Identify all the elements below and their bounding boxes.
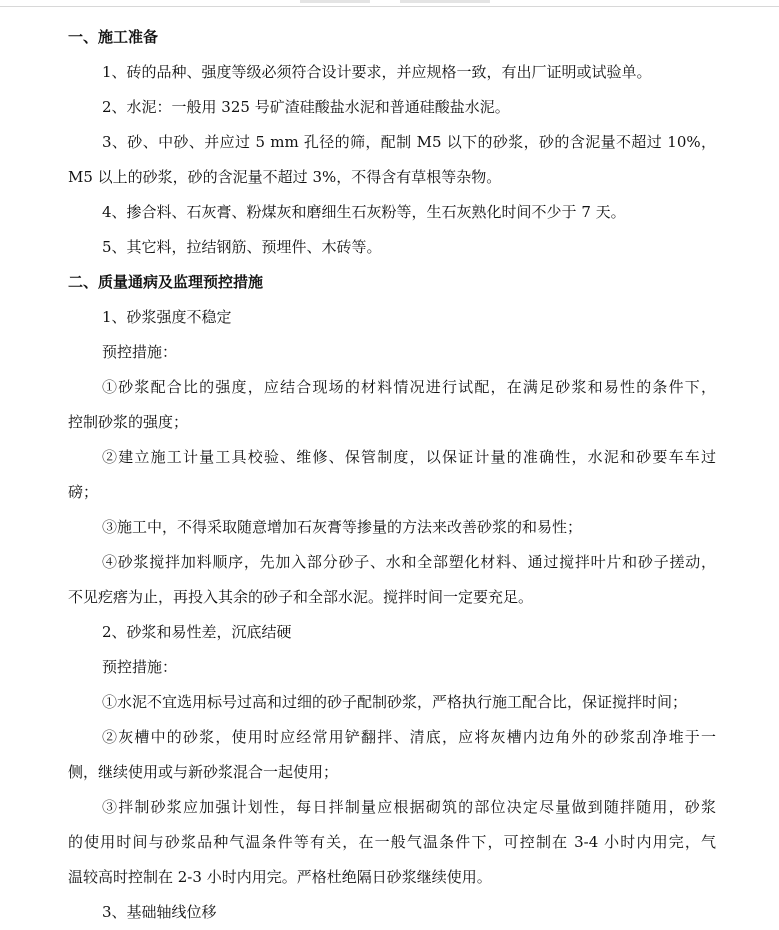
measure-1-1-line-1: ①砂浆配合比的强度，应结合现场的材料情况进行试配，在满足砂浆和易性的条件下， — [102, 378, 716, 396]
measures-label: 预控措施： — [102, 343, 178, 361]
measure-2-2-line-1: ②灰槽中的砂浆，使用时应经常用铲翻拌、清底，应将灰槽内边角外的砂浆刮净堆于一 — [102, 728, 716, 746]
subsection-title-1: 1、砂浆强度不稳定 — [102, 308, 232, 326]
section-heading-quality: 二、质量通病及监理预控措施 — [68, 273, 264, 291]
section-heading-preparation: 一、施工准备 — [68, 28, 159, 46]
document-page — [68, 20, 716, 930]
measure-1-4-line-2: 不见疙瘩为止，再投入其余的砂子和全部水泥。搅拌时间一定要充足。 — [68, 588, 534, 606]
prep-item-3-line-2: M5 以上的砂浆，砂的含泥量不超过 3%，不得含有草根等杂物。 — [68, 168, 502, 186]
measures-label: 预控措施： — [102, 658, 178, 676]
subsection-title-3: 3、基础轴线位移 — [102, 903, 217, 921]
prep-item-2: 2、水泥：一般用 325 号矿渣硅酸盐水泥和普通硅酸盐水泥。 — [102, 98, 510, 116]
measure-1-3: ③施工中，不得采取随意增加石灰膏等掺量的方法来改善砂浆的和易性； — [102, 518, 583, 536]
prep-item-5: 5、其它料，拉结钢筋、预埋件、木砖等。 — [102, 238, 382, 256]
measure-2-2-line-2: 侧，继续使用或与新砂浆混合一起使用； — [68, 763, 339, 781]
prep-item-3-line-1: 3、砂、中砂、并应过 5 mm 孔径的筛，配制 M5 以下的砂浆，砂的含泥量不超过 10%， — [102, 133, 716, 151]
measure-2-3-line-1: ③拌制砂浆应加强计划性，每日拌制量应根据砌筑的部位决定尽量做到随拌随用，砂浆 — [102, 798, 716, 816]
prep-item-4: 4、掺合料、石灰膏、粉煤灰和磨细生石灰粉等，生石灰熟化时间不少于 7 天。 — [102, 203, 626, 221]
subsection-title-2: 2、砂浆和易性差，沉底结硬 — [102, 623, 292, 641]
page-top-edge — [0, 0, 779, 7]
measure-1-1-line-2: 控制砂浆的强度； — [68, 413, 189, 431]
top-edge-fragment — [400, 0, 490, 3]
measure-1-2-line-2: 磅； — [68, 483, 99, 501]
measure-1-4-line-1: ④砂浆搅拌加料顺序，先加入部分砂子、水和全部塑化材料、通过搅拌叶片和砂子搓动， — [102, 553, 716, 571]
measure-2-3-line-3: 温较高时控制在 2-3 小时内用完。严格杜绝隔日砂浆继续使用。 — [68, 868, 492, 886]
measure-2-3-line-2: 的使用时间与砂浆品种气温条件等有关，在一般气温条件下，可控制在 3-4 小时内用完，气 — [68, 833, 716, 851]
prep-item-1: 1、砖的品种、强度等级必须符合设计要求，并应规格一致，有出厂证明或试验单。 — [102, 63, 652, 81]
measure-1-2-line-1: ②建立施工计量工具校验、维修、保管制度，以保证计量的准确性，水泥和砂要车车过 — [102, 448, 716, 466]
measure-2-1: ①水泥不宜选用标号过高和过细的砂子配制砂浆，严格执行施工配合比，保证搅拌时间； — [102, 693, 688, 711]
top-edge-fragment — [300, 0, 370, 3]
